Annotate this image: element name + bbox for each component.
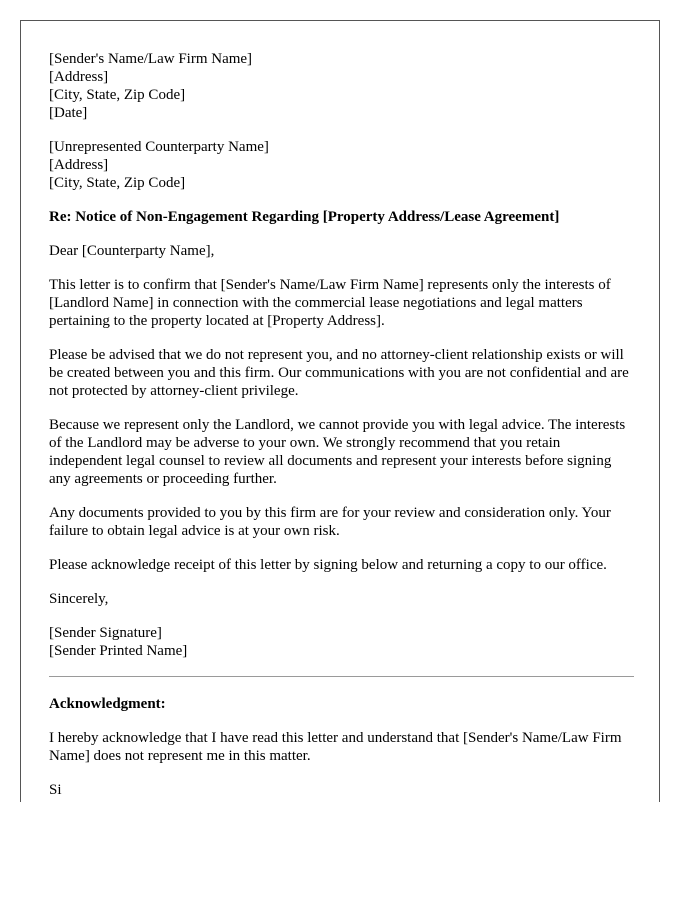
sender-signature: [Sender Signature] <box>49 625 162 641</box>
recipient-city-state-zip: [City, State, Zip Code] <box>49 175 186 191</box>
signature-block <box>49 624 634 660</box>
subject-line: Re: Notice of Non-Engagement Regarding [Property Address/Lease Agreement] <box>49 209 560 225</box>
salutation: Dear [Counterparty Name], <box>49 243 215 259</box>
letter-date: [Date] <box>49 105 88 121</box>
sender-address: [Address] <box>49 69 109 85</box>
body-paragraph-2: Please be advised that we do not represent you, and no attorney-client relationship exists or will be created between you and this firm. Our communications with you are not confidential and are not protected by attorney-client privilege. <box>49 347 629 399</box>
section-divider <box>49 676 634 677</box>
letter-page <box>20 20 660 802</box>
recipient-name: [Unrepresented Counterparty Name] <box>49 139 269 155</box>
letter-content <box>49 50 634 802</box>
sender-city-state-zip: [City, State, Zip Code] <box>49 87 186 103</box>
closing: Sincerely, <box>49 591 109 607</box>
recipient-block <box>49 138 634 192</box>
sender-printed-name: [Sender Printed Name] <box>49 643 188 659</box>
body-paragraph-3: Because we represent only the Landlord, we cannot provide you with legal advice. The interests of the Landlord may be adverse to your own. We strongly recommend that you retain independent legal counsel to review all documents and represent your interests before signing any agreements or proceeding further. <box>49 417 626 487</box>
acknowledgment-text: I hereby acknowledge that I have read this letter and understand that [Sender's Name/Law Firm Name] does not represent me in this matter. <box>49 730 622 764</box>
recipient-address: [Address] <box>49 157 109 173</box>
acknowledgment-signature-label: Si <box>49 782 62 798</box>
sender-name: [Sender's Name/Law Firm Name] <box>49 51 253 67</box>
body-paragraph-4: Any documents provided to you by this firm are for your review and consideration only. Your failure to obtain legal advice is at your own risk. <box>49 505 611 539</box>
body-paragraph-1: This letter is to confirm that [Sender's Name/Law Firm Name] represents only the interests of [Landlord Name] in connection with the commercial lease negotiations and legal matters pertaining to the property located at [Property Address]. <box>49 277 611 329</box>
acknowledgment-heading: Acknowledgment: <box>49 696 166 712</box>
sender-block <box>49 50 634 122</box>
body-paragraph-5: Please acknowledge receipt of this letter by signing below and returning a copy to our office. <box>49 557 607 573</box>
